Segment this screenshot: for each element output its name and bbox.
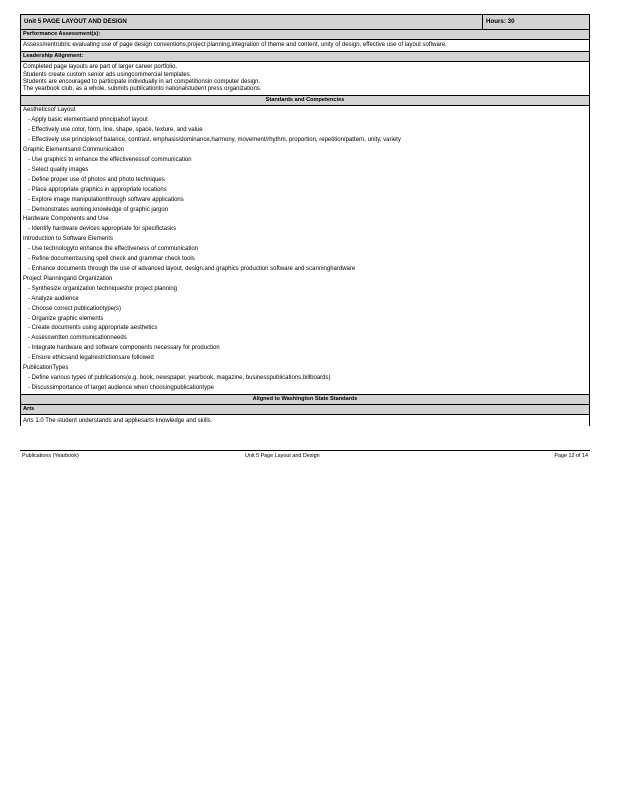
leadership-line: Students create custom senior ads usingcommercial templates. — [23, 71, 192, 78]
footer-unit: Unit 5 Page Layout and Design — [245, 453, 320, 459]
competency-item: - Organize graphic elements — [28, 315, 104, 322]
competency-item: - Refine documentsusing spell check and grammar check tools — [28, 256, 195, 263]
competency-item: - Apply basic elementsand principalsof layout — [28, 117, 148, 124]
standard-category: Hardware Components and Use — [23, 216, 109, 223]
competency-item: - Enhance documents through the use of advanced layout, design,and graphics production software and scanninghardware — [28, 265, 356, 272]
competency-item: - Synthesize organization techniquesfor project planning — [28, 285, 178, 292]
competency-item: - Choose correct publicationtype(s) — [28, 305, 122, 312]
competency-item: - Discussimportance of target audience when choosingpublicationtype — [28, 384, 214, 391]
competency-item: - Create documents using appropriate aesthetics — [28, 325, 158, 332]
competency-item: - Define various types of publications(e.g. book, newspaper, yearbook, magazine, businesspublications,billboards) — [28, 374, 331, 381]
competency-item: - Select quality images — [28, 166, 89, 173]
footer-course: Publications (Yearbook) — [22, 453, 79, 459]
leadership-line: Completed page layouts are part of larger career portfolio. — [23, 64, 178, 71]
page-footer — [22, 453, 588, 459]
competency-item: - Use graphics to enhance the effectivenessof communication — [28, 157, 192, 164]
competency-item: - Ensure ethicsand legalrestrictionsare followed — [28, 355, 154, 362]
arts-standard: Arts 1.0 The student understands and appliesarts knowledge and skills. — [20, 415, 590, 426]
standard-category: Aestheticsof Layout — [23, 107, 76, 114]
standards-list — [20, 106, 590, 394]
leadership-line: Students are encouraged to participate individually in art competitionsin computer design. — [23, 78, 261, 85]
document-page — [20, 14, 590, 426]
standards-heading: Standards and Competencies — [20, 96, 590, 106]
competency-item: - Define proper use of photos and photo techniques — [28, 176, 165, 183]
competency-item: - Identify hardware devices appropriate for specifictasks — [28, 226, 177, 233]
standard-category: Project Planningand Organization — [23, 275, 113, 282]
performance-heading: Performance Assessment(s): — [20, 30, 590, 40]
leadership-line: The yearbook club, as a whole, submits publicationto nationalstudent press organizations. — [23, 86, 262, 93]
arts-heading: Arts — [20, 405, 590, 415]
hours-label: Hours: 30 — [486, 18, 515, 25]
competency-item: - Demonstrates working knowledge of graphic jargon — [28, 206, 169, 213]
footer-rule — [20, 450, 590, 451]
leadership-text — [20, 62, 590, 96]
competency-item: - Effectively use principlesof balance, contrast, emphasis/dominance,harmony, movement/rhythm, proportion, repetition/pattern, unity, variety — [28, 137, 401, 144]
competency-item: - Integrate hardware and software components necessary for production — [28, 345, 220, 352]
competency-item: - Analyze audience — [28, 295, 79, 302]
competency-item: - Place appropriate graphics in appropriate locations — [28, 186, 167, 193]
aligned-standards-heading: Aligned to Washington State Standards — [20, 395, 590, 405]
competency-item: - Effectively use color, form, line, shape, space, texture, and value — [28, 127, 203, 134]
competency-item: - Assesswritten communicationneeds — [28, 335, 127, 342]
unit-title: Unit 5 PAGE LAYOUT AND DESIGN — [21, 15, 483, 29]
performance-text: Assessmentrubric evaluating use of page design conventions,project planning,integration of theme and content, unity of design, effective use of layout software. — [20, 40, 590, 52]
standard-category: Introduction to Software Elements — [23, 236, 114, 243]
leadership-heading: Leadership Alignment: — [20, 52, 590, 62]
unit-header-row — [20, 14, 590, 30]
standard-category: PublicationTypes — [23, 365, 69, 372]
standard-category: Graphic Elementsand Communication — [23, 147, 125, 154]
competency-item: - Use technologyto enhance the effectiveness of communication — [28, 246, 198, 253]
competency-item: - Explore image manipulationthrough software applications — [28, 196, 184, 203]
footer-page-number: Page 12 of 14 — [554, 453, 588, 459]
